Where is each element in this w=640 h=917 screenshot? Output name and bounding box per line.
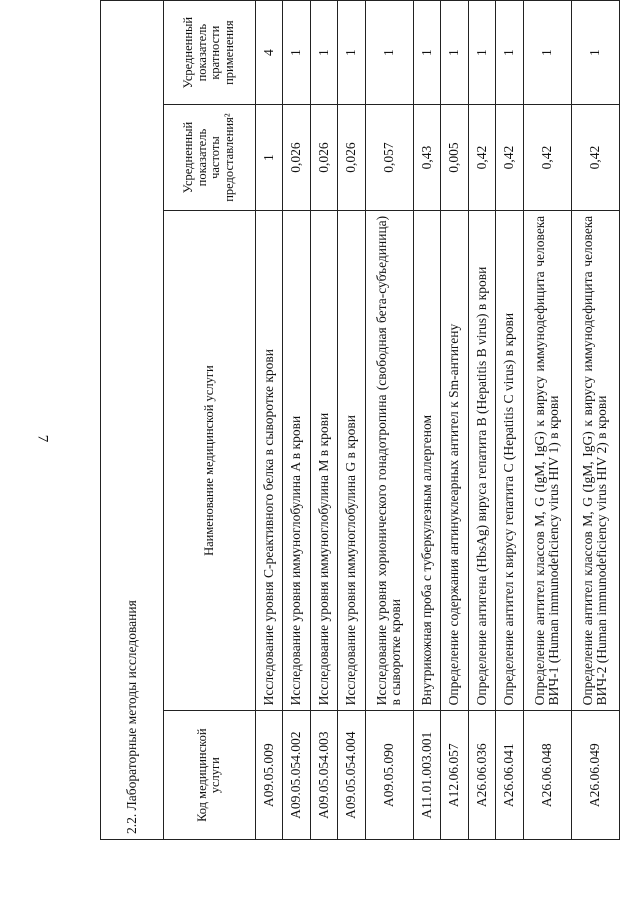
cell-code: A11.01.003.001 [413,711,440,840]
header-multiplicity: Усредненный показатель кратности применения [163,1,255,105]
table-row [365,1,413,840]
table-row [338,1,365,840]
table-row [255,1,282,840]
cell-name: Определение антител классов M, G (IgM, IgG) к вирусу иммунодефицита человека ВИЧ-2 (Human immunodeficiency virus HIV 2) в крови [571,210,619,711]
cell-multiplicity: 1 [523,1,571,105]
cell-multiplicity: 1 [468,1,495,105]
table-row [441,1,468,840]
cell-code: A09.05.054.004 [338,711,365,840]
cell-multiplicity: 1 [338,1,365,105]
cell-multiplicity: 1 [413,1,440,105]
cell-name: Исследование уровня иммуноглобулина A в крови [283,210,310,711]
header-frequency: Усредненный показатель частоты предоставления² [163,105,255,211]
cell-multiplicity: 1 [496,1,523,105]
cell-frequency: 1 [255,105,282,211]
table-row [523,1,571,840]
cell-name: Внутрикожная проба с туберкулезным аллергеном [413,210,440,711]
cell-code: A26.06.048 [523,711,571,840]
header-name: Наименование медицинской услуги [163,210,255,711]
cell-name: Определение антигена (HbsAg) вируса гепатита B (Hepatitis B virus) в крови [468,210,495,711]
header-code: Код медицинской услуги [163,711,255,840]
cell-name: Определение содержания антинуклеарных антител к Sm-антигену [441,210,468,711]
cell-frequency: 0,43 [413,105,440,211]
cell-code: A09.05.009 [255,711,282,840]
cell-multiplicity: 1 [441,1,468,105]
cell-frequency: 0,42 [523,105,571,211]
cell-name: Исследование уровня хорионического гонадотропина (свободная бета-субъединица) в сыворотке крови [365,210,413,711]
cell-multiplicity: 1 [310,1,337,105]
cell-name: Определение антител к вирусу гепатита C (Hepatitis C virus) в крови [496,210,523,711]
cell-multiplicity: 1 [283,1,310,105]
header-row [163,1,255,840]
section-row [101,1,164,840]
table-row [571,1,619,840]
cell-multiplicity: 4 [255,1,282,105]
cell-frequency: 0,057 [365,105,413,211]
cell-name: Исследование уровня С-реактивного белка в сыворотке крови [255,210,282,711]
cell-frequency: 0,005 [441,105,468,211]
table-body [255,1,619,840]
table-row [468,1,495,840]
cell-frequency: 0,42 [468,105,495,211]
cell-multiplicity: 1 [365,1,413,105]
rotated-table-block [100,0,620,840]
table-row [413,1,440,840]
cell-code: A26.06.041 [496,711,523,840]
cell-code: A09.05.054.003 [310,711,337,840]
services-table [100,0,620,840]
section-title: 2.2. Лабораторные методы исследования [101,1,164,840]
cell-code: A09.05.054.002 [283,711,310,840]
cell-frequency: 0,026 [310,105,337,211]
cell-frequency: 0,026 [338,105,365,211]
cell-code: A09.05.090 [365,711,413,840]
cell-code: A26.06.049 [571,711,619,840]
cell-name: Исследование уровня иммуноглобулина G в крови [338,210,365,711]
cell-multiplicity: 1 [571,1,619,105]
cell-name: Исследование уровня иммуноглобулина M в крови [310,210,337,711]
table-row [283,1,310,840]
cell-frequency: 0,42 [571,105,619,211]
cell-code: A26.06.036 [468,711,495,840]
cell-frequency: 0,026 [283,105,310,211]
cell-code: A12.06.057 [441,711,468,840]
cell-name: Определение антител классов M, G (IgM, IgG) к вирусу иммунодефицита человека ВИЧ-1 (Human immunodeficiency virus HIV 1) в крови [523,210,571,711]
table-row [310,1,337,840]
cell-frequency: 0,42 [496,105,523,211]
page-number: 7 [34,434,51,443]
table-row [496,1,523,840]
